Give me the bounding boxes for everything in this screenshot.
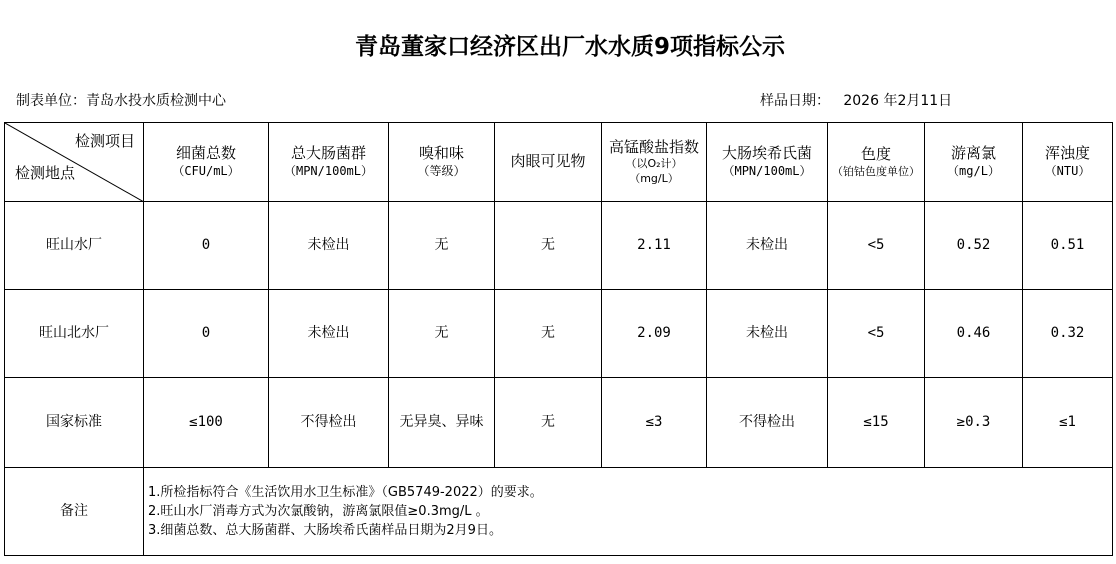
value-cell: 未检出 (269, 202, 389, 290)
location-cell: 旺山北水厂 (5, 290, 144, 378)
col-header-ecoli (707, 123, 828, 202)
table-row-standard (5, 378, 1113, 468)
value-cell: 0.32 (1023, 290, 1113, 378)
value-cell: 未检出 (269, 290, 389, 378)
col-unit: （mg/L） (947, 163, 1000, 178)
col-name: 肉眼可见物 (510, 152, 586, 171)
corner-header-cell (5, 123, 144, 202)
col-name: 大肠埃希氏菌 (721, 144, 812, 163)
col-header-free-chlorine (925, 123, 1023, 202)
value-cell: 0.46 (925, 290, 1023, 378)
col-unit: （MPN/100mL） (722, 163, 812, 178)
value-cell: 0.51 (1023, 202, 1113, 290)
col-header-permanganate (602, 123, 707, 202)
corner-header-location: 检测地点 (15, 163, 76, 182)
col-name: 细菌总数 (175, 144, 236, 163)
value-cell: 0 (144, 290, 269, 378)
col-name: 色度 (860, 145, 891, 164)
col-header-color (828, 123, 925, 202)
value-cell: 无 (389, 290, 495, 378)
value-cell: 无 (495, 290, 602, 378)
col-header-coliform (269, 123, 389, 202)
notes-content (144, 468, 1113, 556)
value-cell: <5 (828, 290, 925, 378)
col-header-turbidity (1023, 123, 1113, 202)
value-cell: <5 (828, 202, 925, 290)
page-title: 青岛董家口经济区出厂水水质9项指标公示 (354, 34, 785, 60)
col-unit-2: （mg/L） (629, 171, 679, 185)
col-unit: （MPN/100mL） (283, 163, 374, 178)
table-row (5, 290, 1113, 378)
value-cell: ≤1 (1023, 378, 1113, 468)
value-cell: ≤3 (602, 378, 707, 468)
note-line: 3.细菌总数、总大肠菌群、大肠埃希氏菌样品日期为2月9日。 (148, 523, 502, 538)
value-cell: ≥0.3 (925, 378, 1023, 468)
col-unit: （铂钴色度单位） (832, 164, 920, 178)
value-cell: 2.11 (602, 202, 707, 290)
col-name: 高锰酸盐指数 (608, 137, 699, 156)
col-name: 游离氯 (950, 144, 996, 163)
col-name: 嗅和味 (418, 144, 464, 163)
value-cell: ≤100 (144, 378, 269, 468)
sample-date-value: 2026 年2月11日 (843, 93, 953, 109)
col-unit: （NTU） (1044, 163, 1091, 178)
col-unit: （等级） (417, 163, 466, 178)
col-unit: （以O₂计） (625, 157, 683, 171)
water-quality-table (4, 122, 1113, 556)
notes-row (5, 468, 1113, 556)
col-header-odor (389, 123, 495, 202)
corner-header-item: 检测项目 (74, 132, 135, 150)
value-cell: 无异臭、异味 (389, 378, 495, 468)
value-cell: ≤15 (828, 378, 925, 468)
value-cell: 无 (389, 202, 495, 290)
notes-label: 备注 (5, 468, 144, 556)
issuing-unit: 制表单位：青岛水投水质检测中心 (16, 93, 226, 109)
col-header-visible-matter (495, 123, 602, 202)
location-cell: 国家标准 (5, 378, 144, 468)
value-cell: 未检出 (707, 290, 828, 378)
value-cell: 无 (495, 202, 602, 290)
col-unit: （CFU/mL） (172, 163, 240, 178)
sample-date (760, 90, 952, 110)
col-header-bacteria (144, 123, 269, 202)
value-cell: 无 (495, 378, 602, 468)
location-cell: 旺山水厂 (5, 202, 144, 290)
sample-date-label: 样品日期： (760, 93, 830, 109)
value-cell: 0.52 (925, 202, 1023, 290)
note-line: 2.旺山水厂消毒方式为次氯酸钠，游离氯限值≥0.3mg/L 。 (148, 504, 489, 519)
value-cell: 未检出 (707, 202, 828, 290)
value-cell: 不得检出 (269, 378, 389, 468)
col-name: 总大肠菌群 (290, 144, 366, 163)
value-cell: 2.09 (602, 290, 707, 378)
value-cell: 不得检出 (707, 378, 828, 468)
note-line: 1.所检指标符合《生活饮用水卫生标准》（GB5749-2022）的要求。 (148, 485, 543, 500)
col-name: 浑浊度 (1044, 144, 1090, 163)
table-row (5, 202, 1113, 290)
header-row (5, 123, 1113, 202)
value-cell: 0 (144, 202, 269, 290)
